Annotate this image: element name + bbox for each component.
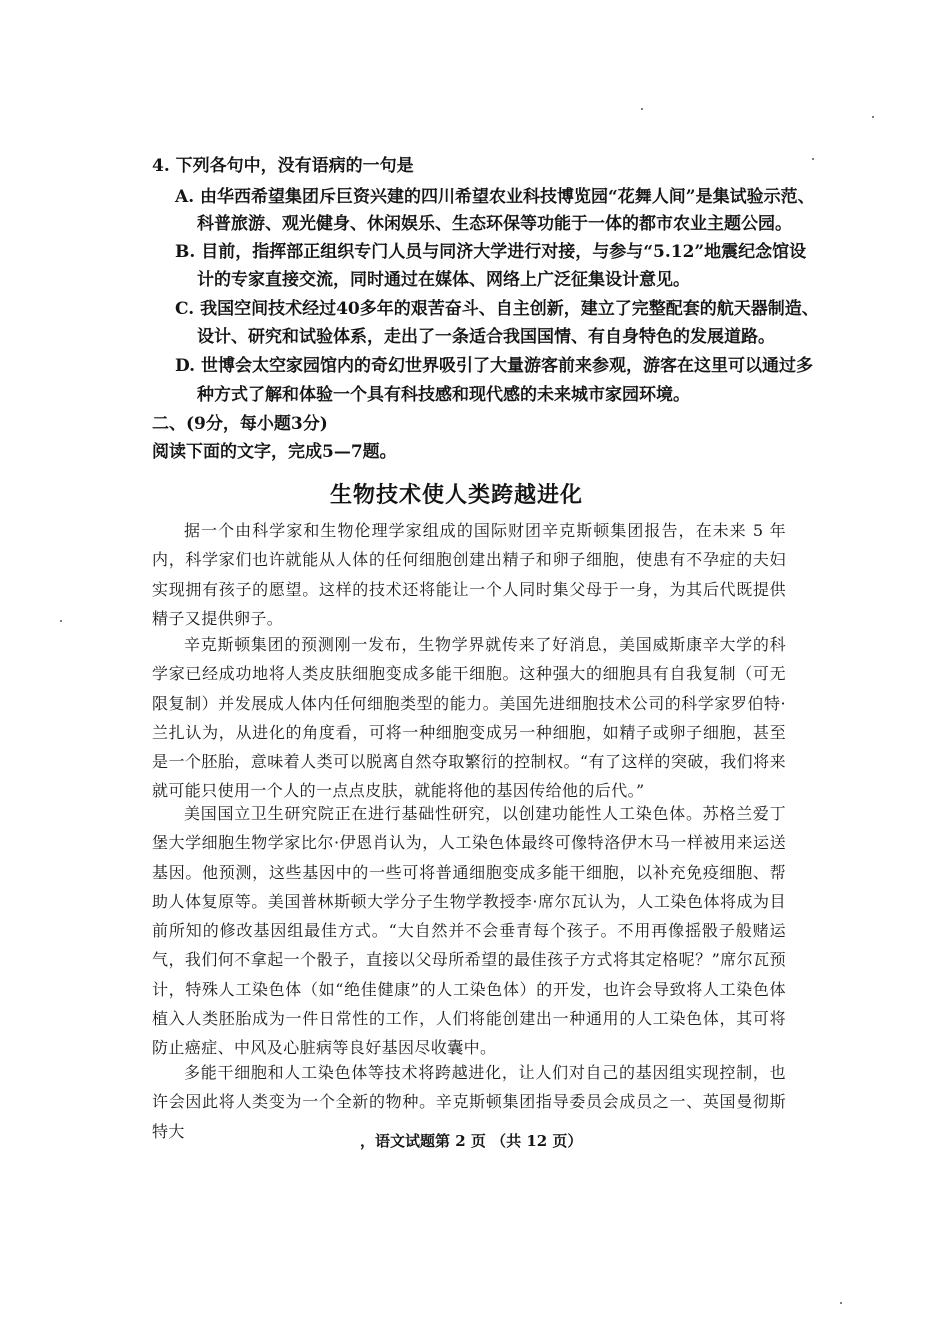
question-4-stem: 4. 下列各句中，没有语病的一句是: [152, 156, 414, 176]
option-text: 我国空间技术经过40多年的艰苦奋斗、自主创新，建立了完整配套的航天器制造、: [200, 299, 819, 319]
option-d-line-1: [175, 355, 813, 377]
option-letter: D.: [175, 356, 196, 376]
scan-speck: [812, 158, 814, 160]
section-heading: 二、(9分，每小题3分): [152, 414, 328, 434]
page-footer: ，语文试题第 2 页 （共 12 页）: [360, 1132, 583, 1150]
option-text: 由华西希望集团斥巨资兴建的四川希望农业科技博览园“花舞人间”是集试验示范、: [200, 187, 815, 207]
option-a-line-1: [175, 186, 815, 208]
article-paragraph-1: 据一个由科学家和生物伦理学家组成的国际财团辛克斯顿集团报告，在未来 5 年内，科学家们也许就能从人体的任何细胞创建出精子和卵子细胞，使患有不孕症的夫妇实现拥有孩子的愿望。这样的技术还将能让一个人同时集父母于一身，为其后代既提供精子又提供卵子。: [152, 521, 786, 628]
option-letter: A.: [175, 187, 195, 207]
option-b-line-2: 计的专家直接交流，同时通过在媒体、网络上广泛征集设计意见。: [197, 270, 690, 290]
scan-speck: [872, 116, 874, 118]
option-c-line-2: 设计、研究和试验体系，走出了一条适合我国国情、有自身特色的发展道路。: [197, 327, 775, 347]
option-a-line-2: 科普旅游、观光健身、休闲娱乐、生态环保等功能于一体的都市农业主题公园。: [197, 214, 792, 234]
section-instruction: 阅读下面的文字，完成5—7题。: [152, 442, 397, 462]
option-text: 目前，指挥部正组织专门人员与同济大学进行对接，与参与“5.12”地震纪念馆设: [201, 242, 807, 262]
option-b-line-1: [175, 241, 806, 263]
option-d-line-2: 种方式了解和体验一个具有科技感和现代感的未来城市家园环境。: [197, 385, 690, 405]
article-title: 生物技术使人类跨越进化: [330, 482, 584, 508]
scan-speck: [60, 620, 62, 622]
scan-speck: [840, 1302, 842, 1304]
article-paragraph-4: 多能干细胞和人工染色体等技术将跨越进化，让人们对自己的基因组实现控制，也许会因此将人类变为一个全新的物种。辛克斯顿集团指导委员会成员之一、英国曼彻斯特大: [152, 1063, 786, 1141]
option-c-line-1: [175, 298, 819, 320]
article-paragraph-2: 辛克斯顿集团的预测刚一发布，生物学界就传来了好消息，美国威斯康辛大学的科学家已经成功地将人类皮肤细胞变成多能干细胞。这种强大的细胞具有自我复制（可无限复制）并发展成人体内任何细胞类型的能力。美国先进细胞技术公司的科学家罗伯特·兰扎认为，从进化的角度看，可将一种细胞变成另一种细胞，如精子或卵子细胞，甚至是一个胚胎，意味着人类可以脱离自然夺取繁衍的控制权。“有了这样的突破，我们将来就可能只使用一个人的一点点皮肤，就能将他的基因传给他的后代。”: [152, 635, 786, 801]
option-letter: C.: [175, 299, 195, 319]
option-letter: B.: [175, 242, 196, 262]
article-paragraph-3: 美国国立卫生研究院正在进行基础性研究，以创建功能性人工染色体。苏格兰爱丁堡大学细胞生物学家比尔·伊恩肖认为，人工染色体最终可像特洛伊木马一样被用来运送基因。他预测，这些基因中的一些可将普通细胞变成多能干细胞，以补充免疫细胞、帮助人体复原等。美国普林斯顿大学分子生物学教授李·席尔瓦认为，人工染色体将成为目前所知的修改基因组最佳方式。“大自然并不会垂青每个孩子。不用再像摇骰子般赌运气，我们何不拿起一个骰子，直接以父母所希望的最佳孩子方式将其定格呢？”席尔瓦预计，特殊人工染色体（如“绝佳健康”的人工染色体）的开发，也许会导致将人工染色体植入人类胚胎成为一件日常性的工作，人们将能创建出一种通用的人工染色体，其可将防止癌症、中风及心脏病等良好基因尽收囊中。: [152, 804, 786, 1058]
scan-speck: [641, 108, 643, 110]
option-text: 世博会太空家园馆内的奇幻世界吸引了大量游客前来参观，游客在这里可以通过多: [200, 356, 813, 376]
